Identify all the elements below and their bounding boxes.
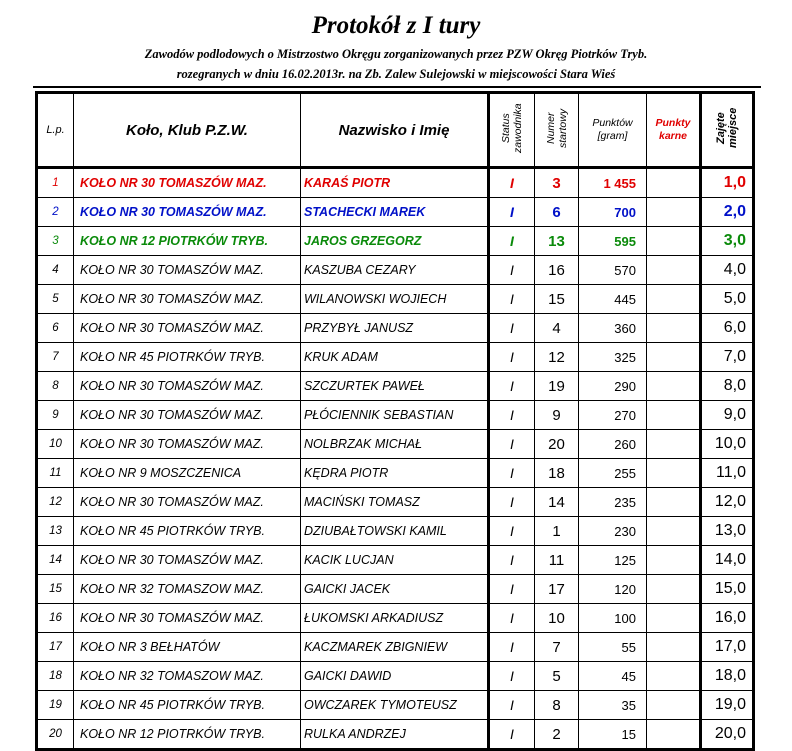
row-place: 12,0 [701, 488, 754, 517]
row-lp: 20 [37, 720, 74, 750]
row-penalty [647, 168, 701, 198]
row-place: 18,0 [701, 662, 754, 691]
table-row [37, 575, 754, 604]
page-title: Protokół z I tury [311, 12, 481, 39]
row-club: KOŁO NR 12 PIOTRKÓW TRYB. [74, 720, 301, 750]
row-place: 10,0 [701, 430, 754, 459]
table-body [37, 168, 754, 750]
row-club: KOŁO NR 30 TOMASZÓW MAZ. [74, 285, 301, 314]
row-place: 8,0 [701, 372, 754, 401]
row-start-number: 18 [535, 459, 579, 488]
table-row [37, 488, 754, 517]
row-place: 14,0 [701, 546, 754, 575]
row-name: KASZUBA CEZARY [301, 256, 489, 285]
row-lp: 15 [37, 575, 74, 604]
row-name: JAROS GRZEGORZ [301, 227, 489, 256]
row-name: GAICKI JACEK [301, 575, 489, 604]
row-start-number: 8 [535, 691, 579, 720]
row-status: I [489, 401, 535, 430]
row-lp: 9 [37, 401, 74, 430]
table-row [37, 546, 754, 575]
row-name: KRUK ADAM [301, 343, 489, 372]
row-penalty [647, 314, 701, 343]
row-status: I [489, 285, 535, 314]
row-start-number: 19 [535, 372, 579, 401]
row-place: 7,0 [701, 343, 754, 372]
row-penalty [647, 575, 701, 604]
column-header-numer [535, 93, 579, 168]
row-penalty [647, 662, 701, 691]
row-points: 570 [579, 256, 647, 285]
row-lp: 5 [37, 285, 74, 314]
table-row [37, 168, 754, 198]
row-name: MACIŃSKI TOMASZ [301, 488, 489, 517]
row-club: KOŁO NR 3 BEŁHATÓW [74, 633, 301, 662]
row-club: KOŁO NR 30 TOMASZÓW MAZ. [74, 372, 301, 401]
column-header-karne-line1: Punkty [655, 117, 691, 129]
row-club: KOŁO NR 30 TOMASZÓW MAZ. [74, 314, 301, 343]
row-club: KOŁO NR 12 PIOTRKÓW TRYB. [74, 227, 301, 256]
table-row [37, 430, 754, 459]
results-table [35, 91, 755, 751]
row-club: KOŁO NR 30 TOMASZÓW MAZ. [74, 168, 301, 198]
column-header-kolo: Koło, Klub P.Z.W. [74, 93, 301, 168]
table-row [37, 314, 754, 343]
row-lp: 14 [37, 546, 74, 575]
row-penalty [647, 459, 701, 488]
row-club: KOŁO NR 45 PIOTRKÓW TRYB. [74, 343, 301, 372]
row-status: I [489, 546, 535, 575]
row-points: 360 [579, 314, 647, 343]
row-points: 100 [579, 604, 647, 633]
row-place: 5,0 [701, 285, 754, 314]
column-header-punktow-line1: Punktów [592, 117, 633, 129]
row-name: WILANOWSKI WOJIECH [301, 285, 489, 314]
row-lp: 10 [37, 430, 74, 459]
row-penalty [647, 604, 701, 633]
row-lp: 1 [37, 168, 74, 198]
row-penalty [647, 633, 701, 662]
row-start-number: 12 [535, 343, 579, 372]
row-points: 270 [579, 401, 647, 430]
row-points: 35 [579, 691, 647, 720]
row-points: 260 [579, 430, 647, 459]
row-status: I [489, 459, 535, 488]
row-start-number: 2 [535, 720, 579, 750]
row-penalty [647, 343, 701, 372]
row-club: KOŁO NR 30 TOMASZÓW MAZ. [74, 198, 301, 227]
row-status: I [489, 691, 535, 720]
row-penalty [647, 720, 701, 750]
row-place: 3,0 [701, 227, 754, 256]
column-header-punktow-line2: [gram] [597, 130, 628, 142]
row-status: I [489, 662, 535, 691]
row-status: I [489, 314, 535, 343]
row-name: KARAŚ PIOTR [301, 168, 489, 198]
row-club: KOŁO NR 9 MOSZCZENICA [74, 459, 301, 488]
column-header-miejsce [701, 93, 754, 168]
row-lp: 8 [37, 372, 74, 401]
row-status: I [489, 575, 535, 604]
row-club: KOŁO NR 30 TOMASZÓW MAZ. [74, 430, 301, 459]
row-penalty [647, 198, 701, 227]
row-lp: 16 [37, 604, 74, 633]
row-penalty [647, 488, 701, 517]
row-status: I [489, 372, 535, 401]
row-status: I [489, 604, 535, 633]
table-row [37, 517, 754, 546]
table-row [37, 401, 754, 430]
title-divider [33, 86, 761, 88]
row-start-number: 9 [535, 401, 579, 430]
row-place: 6,0 [701, 314, 754, 343]
table-row [37, 459, 754, 488]
table-row [37, 285, 754, 314]
row-points: 595 [579, 227, 647, 256]
row-start-number: 4 [535, 314, 579, 343]
row-place: 15,0 [701, 575, 754, 604]
row-status: I [489, 168, 535, 198]
row-start-number: 13 [535, 227, 579, 256]
page-subtitle-date: rozegranych w dniu 16.02.2013r. na Zb. Zalew Sulejowski w miejscowości Stara Wieś [176, 67, 616, 81]
row-status: I [489, 227, 535, 256]
table-row [37, 198, 754, 227]
row-name: KACIK LUCJAN [301, 546, 489, 575]
row-name: RULKA ANDRZEJ [301, 720, 489, 750]
column-header-punktow [579, 93, 647, 168]
row-place: 16,0 [701, 604, 754, 633]
row-penalty [647, 517, 701, 546]
row-club: KOŁO NR 45 PIOTRKÓW TRYB. [74, 517, 301, 546]
row-name: DZIUBAŁTOWSKI KAMIL [301, 517, 489, 546]
row-name: GAICKI DAWID [301, 662, 489, 691]
row-place: 2,0 [701, 198, 754, 227]
row-points: 15 [579, 720, 647, 750]
row-status: I [489, 633, 535, 662]
row-penalty [647, 691, 701, 720]
table-row [37, 227, 754, 256]
row-name: PRZYBYŁ JANUSZ [301, 314, 489, 343]
row-club: KOŁO NR 45 PIOTRKÓW TRYB. [74, 691, 301, 720]
row-club: KOŁO NR 30 TOMASZÓW MAZ. [74, 488, 301, 517]
row-points: 255 [579, 459, 647, 488]
row-penalty [647, 430, 701, 459]
row-status: I [489, 343, 535, 372]
row-penalty [647, 256, 701, 285]
row-penalty [647, 285, 701, 314]
column-header-karne-line2: karne [658, 130, 688, 142]
column-header-miejsce-text: Zajęte miejsce [715, 107, 739, 148]
row-start-number: 5 [535, 662, 579, 691]
table-row [37, 343, 754, 372]
table-row [37, 662, 754, 691]
row-place: 1,0 [701, 168, 754, 198]
row-start-number: 7 [535, 633, 579, 662]
table-row [37, 372, 754, 401]
row-penalty [647, 372, 701, 401]
table-header-row [37, 93, 754, 168]
table-row [37, 256, 754, 285]
column-header-status-text: Status zawodnika [500, 102, 524, 153]
row-club: KOŁO NR 30 TOMASZÓW MAZ. [74, 401, 301, 430]
row-lp: 12 [37, 488, 74, 517]
page-subtitle: Zawodów podlodowych o Mistrzostwo Okręgu zorganizowanych przez PZW Okręg Piotrków Tryb. [144, 47, 648, 61]
row-lp: 4 [37, 256, 74, 285]
row-name: SZCZURTEK PAWEŁ [301, 372, 489, 401]
row-status: I [489, 256, 535, 285]
row-club: KOŁO NR 32 TOMASZOW MAZ. [74, 662, 301, 691]
row-lp: 7 [37, 343, 74, 372]
row-place: 20,0 [701, 720, 754, 750]
row-lp: 6 [37, 314, 74, 343]
row-points: 55 [579, 633, 647, 662]
row-club: KOŁO NR 32 TOMASZOW MAZ. [74, 575, 301, 604]
row-start-number: 16 [535, 256, 579, 285]
row-place: 9,0 [701, 401, 754, 430]
row-name: STACHECKI MAREK [301, 198, 489, 227]
row-name: OWCZAREK TYMOTEUSZ [301, 691, 489, 720]
row-status: I [489, 430, 535, 459]
row-status: I [489, 488, 535, 517]
row-start-number: 17 [535, 575, 579, 604]
row-lp: 17 [37, 633, 74, 662]
column-header-lp: L.p. [37, 93, 74, 168]
row-lp: 18 [37, 662, 74, 691]
row-place: 4,0 [701, 256, 754, 285]
row-club: KOŁO NR 30 TOMASZÓW MAZ. [74, 256, 301, 285]
row-lp: 2 [37, 198, 74, 227]
row-start-number: 1 [535, 517, 579, 546]
row-lp: 19 [37, 691, 74, 720]
row-start-number: 20 [535, 430, 579, 459]
row-points: 700 [579, 198, 647, 227]
row-start-number: 6 [535, 198, 579, 227]
row-name: NOLBRZAK MICHAŁ [301, 430, 489, 459]
table-row [37, 691, 754, 720]
row-place: 19,0 [701, 691, 754, 720]
row-penalty [647, 227, 701, 256]
row-start-number: 14 [535, 488, 579, 517]
row-points: 1 455 [579, 168, 647, 198]
row-start-number: 11 [535, 546, 579, 575]
row-points: 125 [579, 546, 647, 575]
column-header-karne [647, 93, 701, 168]
row-penalty [647, 546, 701, 575]
row-start-number: 15 [535, 285, 579, 314]
row-status: I [489, 720, 535, 750]
row-points: 120 [579, 575, 647, 604]
row-points: 325 [579, 343, 647, 372]
row-points: 445 [579, 285, 647, 314]
row-name: ŁUKOMSKI ARKADIUSZ [301, 604, 489, 633]
row-penalty [647, 401, 701, 430]
row-points: 235 [579, 488, 647, 517]
row-club: KOŁO NR 30 TOMASZÓW MAZ. [74, 546, 301, 575]
column-header-name: Nazwisko i Imię [301, 93, 489, 168]
column-header-numer-text: Numer startowy [544, 107, 569, 148]
row-name: KACZMAREK ZBIGNIEW [301, 633, 489, 662]
row-lp: 11 [37, 459, 74, 488]
row-lp: 13 [37, 517, 74, 546]
row-name: KĘDRA PIOTR [301, 459, 489, 488]
row-lp: 3 [37, 227, 74, 256]
row-place: 13,0 [701, 517, 754, 546]
row-points: 290 [579, 372, 647, 401]
row-start-number: 3 [535, 168, 579, 198]
table-row [37, 720, 754, 750]
table-row [37, 633, 754, 662]
row-place: 17,0 [701, 633, 754, 662]
row-place: 11,0 [701, 459, 754, 488]
row-status: I [489, 198, 535, 227]
row-points: 230 [579, 517, 647, 546]
row-club: KOŁO NR 30 TOMASZÓW MAZ. [74, 604, 301, 633]
row-start-number: 10 [535, 604, 579, 633]
column-header-status [489, 93, 535, 168]
row-points: 45 [579, 662, 647, 691]
row-status: I [489, 517, 535, 546]
table-row [37, 604, 754, 633]
row-name: PŁÓCIENNIK SEBASTIAN [301, 401, 489, 430]
